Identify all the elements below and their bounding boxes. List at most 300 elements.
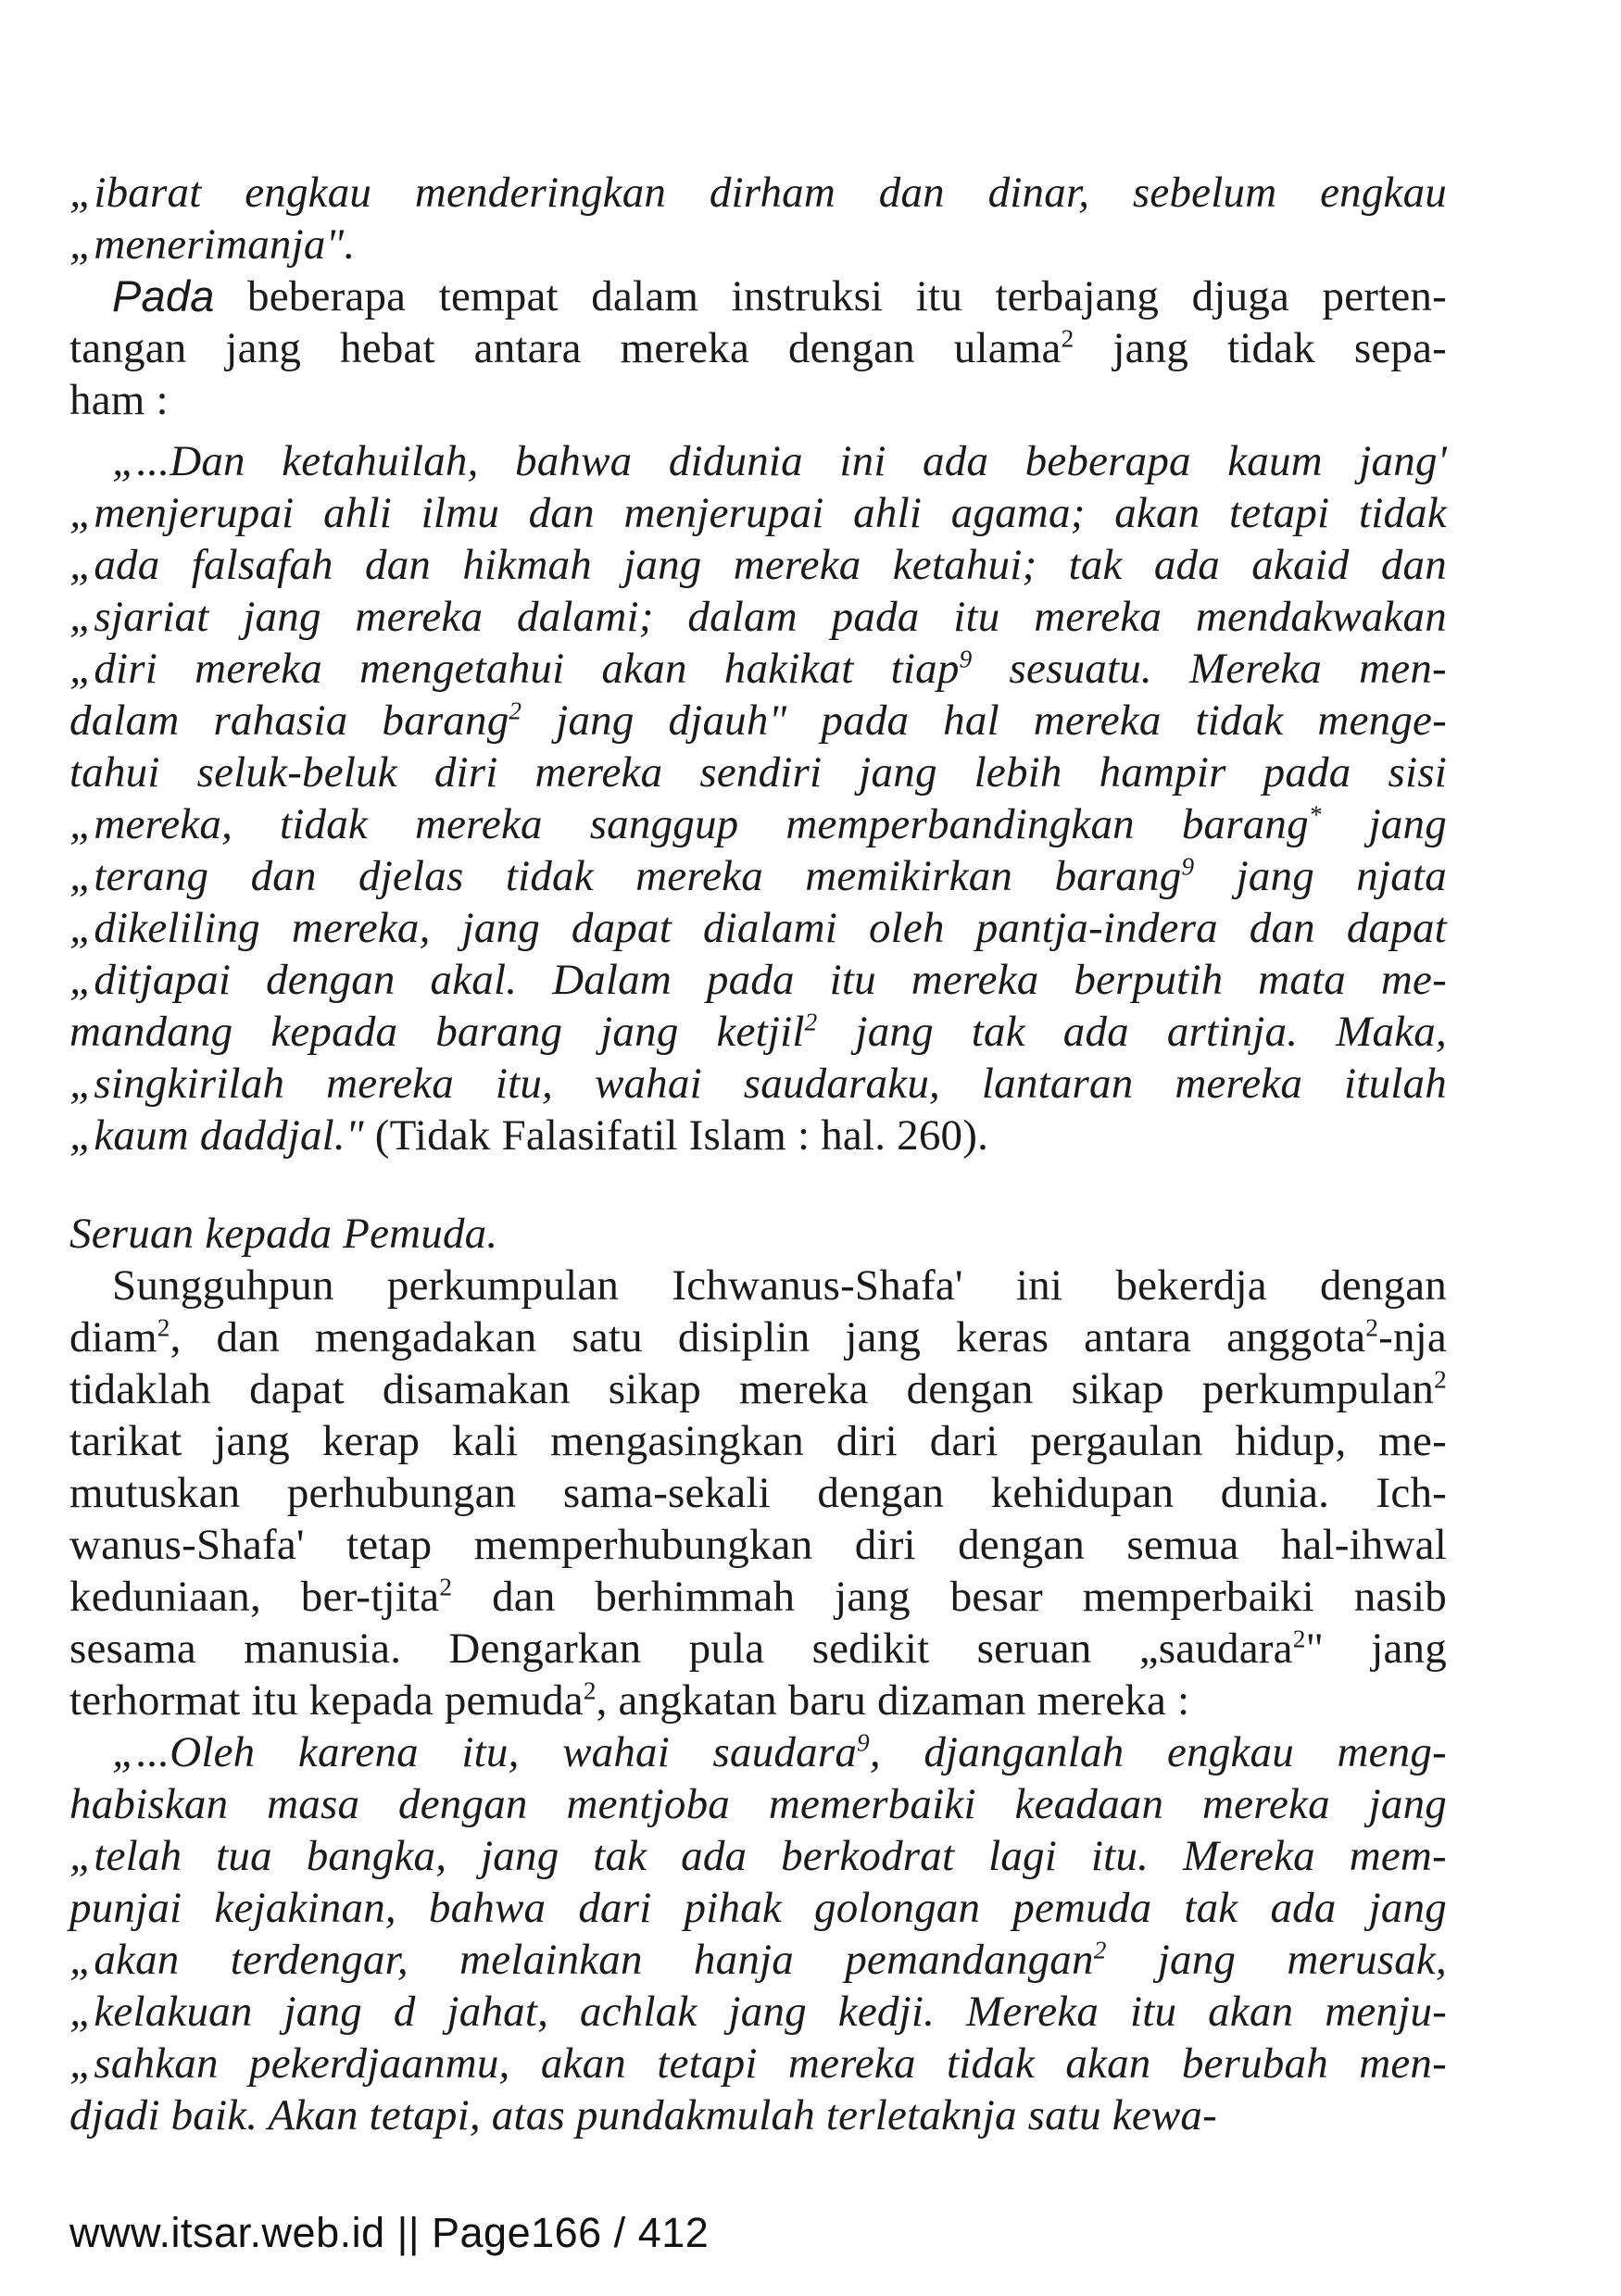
text-line (69, 1675, 1447, 1726)
word: hidup, (1235, 1417, 1347, 1465)
word: berubah (1181, 2039, 1328, 2088)
page-footer-watermark: www.itsar.web.id || Page166 / 412 (69, 2209, 710, 2256)
word: djuga (1191, 272, 1290, 320)
word: memperbandingkan (785, 800, 1135, 848)
word: „...Dan (112, 437, 245, 485)
word: itu, (461, 1728, 520, 1776)
word: Sungguhpun (112, 1261, 334, 1310)
word: dengan (1320, 1261, 1447, 1310)
word: kehidupan (990, 1469, 1175, 1517)
word: habiskan (69, 1780, 229, 1828)
word: akan (1065, 2039, 1151, 2088)
text-line (69, 591, 1447, 643)
word: barang (435, 1008, 563, 1056)
word: didunia (668, 437, 803, 485)
text-line (69, 902, 1447, 954)
word: akan (1114, 489, 1200, 537)
word: jang (623, 541, 702, 589)
word: dengan (817, 1469, 945, 1517)
word: seluk-beluk (196, 748, 397, 797)
word: jang (225, 324, 302, 372)
text-line (69, 1882, 1447, 1934)
text-line (69, 219, 1447, 270)
word: „ibarat (69, 169, 202, 217)
word: menge- (1317, 696, 1447, 745)
word: jang (243, 593, 321, 641)
word: Maka, (1336, 1008, 1447, 1056)
word: disiplin (677, 1313, 810, 1361)
word: manusia. (244, 1625, 402, 1673)
text-line (69, 643, 1447, 695)
word: mereka (1202, 1780, 1330, 1828)
word: jang (1236, 852, 1314, 900)
word: akan (1208, 1988, 1294, 2036)
word: achlak (580, 1988, 697, 2036)
word: dan (1249, 904, 1315, 952)
text-line (69, 270, 1447, 322)
word: pada (821, 696, 910, 745)
word: kepada (270, 1008, 398, 1056)
word: dan (365, 541, 432, 589)
word: memperhubungkan (473, 1521, 813, 1569)
superscript-marker: 2 (157, 1313, 170, 1342)
word: tak (1068, 541, 1123, 589)
text-line (69, 1311, 1447, 1363)
word: hebat (340, 324, 435, 372)
word: mereka (733, 541, 861, 589)
word: d (393, 1988, 416, 2036)
word: ketahuilah, (282, 437, 479, 485)
word: dengan (266, 956, 396, 1004)
word: me- (1380, 956, 1447, 1004)
word: lantaran (981, 1060, 1134, 1108)
superscript-marker: 2 (1434, 1365, 1447, 1394)
text-segment: „kaum daddjal." (69, 1111, 375, 1160)
word: hikmah (462, 541, 592, 589)
word: mereka, (291, 904, 431, 952)
word: sedikit (811, 1625, 930, 1673)
word: tangan (69, 324, 187, 372)
word: menju- (1325, 1988, 1447, 2036)
word: tetapi (1229, 489, 1330, 537)
word: disamakan (382, 1365, 571, 1413)
word: sanggup (589, 800, 739, 848)
superscript-marker: 2 (583, 1676, 597, 1705)
word: ketjil$^2$ (716, 1008, 818, 1056)
word: kaum (1227, 437, 1323, 485)
word: itulah (1344, 1060, 1447, 1108)
word: Pada (112, 271, 215, 320)
word: saudara$^9$, (712, 1728, 881, 1776)
text-line (69, 850, 1447, 902)
word: barang$^9$ (1054, 852, 1195, 900)
word: ada (1270, 1884, 1337, 1932)
word: pada (1263, 748, 1351, 797)
word: instruksi (731, 272, 884, 320)
word: djelas (358, 852, 464, 900)
word: keras (956, 1313, 1049, 1361)
word: tahui (69, 748, 160, 797)
word: diri (854, 1521, 916, 1569)
word: akan (540, 2039, 627, 2088)
word: mereka (739, 1365, 869, 1413)
word: me- (1378, 1417, 1447, 1465)
word: barang* (1181, 800, 1322, 848)
word: jang (214, 1417, 290, 1465)
word: perten- (1322, 272, 1447, 320)
word: mereka (1034, 593, 1162, 641)
word: pada (706, 956, 795, 1004)
word: dan (1380, 541, 1447, 589)
word: mereka (635, 852, 763, 900)
word: diam$^2$, (69, 1313, 182, 1361)
word: diri (434, 748, 498, 797)
word: terdengar, (230, 1936, 408, 1984)
word: falsafah (191, 541, 333, 589)
word: engkau (1167, 1728, 1294, 1776)
word: berkodrat (781, 1832, 955, 1880)
word: dengan (398, 1780, 528, 1828)
word: merusak, (1287, 1936, 1447, 1984)
word: kerap (321, 1417, 421, 1465)
superscript-marker: 2 (1365, 1313, 1379, 1342)
text-line (69, 435, 1447, 487)
superscript-marker: 2 (1061, 324, 1074, 353)
word: ulama$^2$ (953, 324, 1074, 372)
word: kedji. (837, 1988, 936, 2036)
text-segment: „menerimanja". (69, 220, 356, 269)
word: sikap (608, 1365, 701, 1413)
word: tidak (1195, 696, 1284, 745)
text-line (69, 1006, 1447, 1058)
word: karena (297, 1728, 419, 1776)
word: „akan (69, 1936, 180, 1984)
word: dirham (709, 169, 836, 217)
word: mandang (69, 1008, 233, 1056)
word: mereka (195, 645, 322, 693)
word: Mereka (966, 1988, 1100, 2036)
word: mereka (1175, 1060, 1303, 1108)
word: jang (1371, 1625, 1447, 1673)
superscript-marker: 2 (439, 1573, 453, 1601)
word: berputih (1074, 956, 1224, 1004)
word: jang (1368, 1884, 1447, 1932)
superscript-marker: 2 (1292, 1625, 1306, 1653)
word: meng- (1337, 1728, 1447, 1776)
word: itu, (495, 1060, 554, 1108)
word: ini (1015, 1261, 1063, 1310)
paragraph-pertentangan (69, 270, 1447, 426)
word: dunia. (1220, 1469, 1330, 1517)
word: perkumpulan$^2$ (1201, 1365, 1447, 1413)
text-line (69, 1571, 1447, 1623)
word: jang (855, 1008, 934, 1056)
word: tetap (346, 1521, 433, 1569)
text-line (69, 1208, 1447, 1260)
word: mem- (1349, 1832, 1447, 1880)
word: mereka (787, 2039, 916, 2088)
text-line (69, 487, 1447, 539)
word: tidak (280, 800, 368, 848)
word: terbajang (995, 272, 1160, 320)
word: bangka, (306, 1832, 447, 1880)
word: jang (1368, 1780, 1447, 1828)
word: lagi (988, 1832, 1058, 1880)
text-line (69, 374, 1447, 426)
word: mereka (620, 324, 750, 372)
word: jang (859, 748, 937, 797)
word: akaid (1251, 541, 1350, 589)
word: hampir (1099, 748, 1226, 797)
word: sebelum (1132, 169, 1277, 217)
word: menderingkan (414, 169, 667, 217)
word: tidaklah (69, 1365, 211, 1413)
word: pihak (684, 1884, 782, 1932)
word: dapat (1346, 904, 1447, 952)
word: bahwa (515, 437, 633, 485)
word: „menjerupai (69, 489, 295, 537)
word: kejakinan, (214, 1884, 396, 1932)
word: dan (250, 852, 317, 900)
word: diri (836, 1417, 898, 1465)
text-line (69, 695, 1447, 747)
word: njata (1356, 852, 1447, 900)
word: tua (216, 1832, 272, 1880)
word: jang' (1359, 437, 1447, 485)
word: engkau (1320, 169, 1447, 217)
text-line (69, 1467, 1447, 1519)
word: mereka (534, 748, 663, 797)
word: sikap (1071, 1365, 1164, 1413)
word: mereka (414, 800, 543, 848)
word: ada (681, 1832, 748, 1880)
word: memikirkan (805, 852, 1013, 900)
word: tidak (505, 852, 594, 900)
word: sepa- (1353, 324, 1447, 372)
word: wahai (594, 1060, 702, 1108)
word: dalami; (516, 593, 654, 641)
word: dan (492, 1573, 556, 1621)
word: kali (452, 1417, 519, 1465)
word: tetapi (657, 2039, 758, 2088)
word: „singkirilah (69, 1060, 285, 1108)
word: tak (593, 1832, 647, 1880)
word: jang (845, 1313, 922, 1361)
text-line (69, 1778, 1447, 1830)
word: jang (835, 1573, 911, 1621)
word: pantja-indera (975, 904, 1218, 952)
word: oleh (868, 904, 945, 952)
word: perhubungan (286, 1469, 517, 1517)
word: „mereka, (69, 800, 233, 848)
word: semua (1126, 1521, 1239, 1569)
word: „diri (69, 645, 158, 693)
word: antara (473, 324, 582, 372)
text-segment: (Tidak Falasifatil Islam : hal. 260). (374, 1111, 989, 1160)
text-line (69, 2038, 1447, 2089)
word: dan (528, 489, 595, 537)
word: ahli (853, 489, 923, 537)
word: jahat, (446, 1988, 549, 2036)
word: dengan (906, 1365, 1034, 1413)
word: wahai (562, 1728, 671, 1776)
word: tak (1184, 1884, 1238, 1932)
word: jang (1112, 324, 1189, 372)
word: tempat (438, 272, 559, 320)
word: hal-ihwal (1280, 1521, 1447, 1569)
word: jang (600, 1008, 679, 1056)
word: tarikat (69, 1417, 182, 1465)
word: jang (556, 696, 635, 745)
word: saudaraku, (743, 1060, 940, 1108)
word: pekerdjaanmu, (249, 2039, 510, 2088)
word: „ditjapai (69, 956, 232, 1004)
word: tak (971, 1008, 1025, 1056)
word: pemuda (1012, 1884, 1152, 1932)
word: wanus-Shafa' (69, 1521, 305, 1569)
word: djanganlah (924, 1728, 1125, 1776)
word: agama; (950, 489, 1086, 537)
word: dalam (69, 696, 180, 745)
word: hanja (693, 1936, 794, 1984)
word: dalam (687, 593, 798, 641)
text-line (69, 1623, 1447, 1675)
word: Ichwanus-Shafa' (672, 1261, 963, 1310)
word: itu (1129, 1988, 1177, 2036)
superscript-marker: * (1308, 800, 1322, 829)
word: mutuskan (69, 1469, 241, 1517)
superscript-marker: 2 (509, 696, 522, 725)
text-segment: ham : (69, 376, 169, 424)
word: „terang (69, 852, 209, 900)
text-line (69, 1415, 1447, 1467)
superscript-marker: 9 (959, 645, 973, 673)
word: dengan (787, 324, 915, 372)
word: „dikeliling (69, 904, 260, 952)
word: itu (829, 956, 876, 1004)
superscript-marker: 2 (804, 1008, 818, 1036)
word: Ich- (1376, 1469, 1447, 1517)
text-line (69, 1260, 1447, 1311)
word: jang (1368, 800, 1447, 848)
word: ini (839, 437, 886, 485)
word: beberapa (247, 272, 407, 320)
word: anggota$^2$-nja (1226, 1313, 1447, 1361)
word: artinja. (1166, 1008, 1299, 1056)
word: mengadakan (314, 1313, 537, 1361)
word: men- (1359, 2039, 1447, 2088)
word: ilmu (421, 489, 500, 537)
word: Dalam (552, 956, 672, 1004)
word: ahli (323, 489, 392, 537)
word: dialami (702, 904, 837, 952)
word: „...Oleh (112, 1728, 256, 1776)
word: „kelakuan (69, 1988, 253, 2036)
word: itu (915, 272, 963, 320)
word: memerbaiki (768, 1780, 976, 1828)
word: mereka (326, 1060, 454, 1108)
word: keduniaan, (69, 1573, 261, 1621)
text-line (69, 747, 1447, 798)
word: sama-sekali (562, 1469, 771, 1517)
text-line (69, 322, 1447, 374)
text-line (69, 798, 1447, 850)
word: keadaan (1014, 1780, 1164, 1828)
word: „ada (69, 541, 160, 589)
word: punjai (69, 1884, 182, 1932)
text-line (69, 954, 1447, 1006)
word: dapat (571, 904, 672, 952)
word: mendakwakan (1195, 593, 1447, 641)
word: ber-tjita$^2$ (300, 1573, 453, 1621)
word: dari (929, 1417, 999, 1465)
text-line (69, 1986, 1447, 2038)
text-segment: Seruan kepada Pemuda. (69, 1210, 498, 1258)
word: bekerdja (1115, 1261, 1267, 1310)
text-line (69, 1934, 1447, 1986)
quote-oleh-karena-itu (69, 1726, 1447, 2141)
word: mereka (911, 956, 1039, 1004)
word: dalam (591, 272, 699, 320)
word: ketahui; (892, 541, 1037, 589)
word: Dengarkan (448, 1625, 642, 1673)
word: beberapa (1024, 437, 1191, 485)
word: pergaulan (1030, 1417, 1203, 1465)
word: tidak (1358, 489, 1447, 537)
word: perkumpulan (386, 1261, 620, 1310)
word: sendiri (699, 748, 823, 797)
word: barang$^2$ (382, 696, 522, 745)
word: sesama (69, 1625, 196, 1673)
text-line (69, 2089, 1447, 2141)
word: mengasingkan (550, 1417, 804, 1465)
word: mengetahui (359, 645, 565, 693)
word: ada (1153, 541, 1220, 589)
word: mereka (355, 593, 484, 641)
text-line (69, 167, 1447, 219)
word: jang (481, 1832, 559, 1880)
text-segment: terhormat itu kepada pemuda$^2$, angkatan baru dizaman mereka : (69, 1676, 1190, 1725)
text-line (69, 1363, 1447, 1415)
word: sesuatu. (1009, 645, 1152, 693)
word: antara (1084, 1313, 1192, 1361)
text-line (69, 1110, 1447, 1161)
word: bahwa (428, 1884, 547, 1932)
word: tiap$^9$ (890, 645, 973, 693)
word: sisi (1388, 748, 1447, 797)
quote-dan-ketahuilah (69, 435, 1447, 1161)
word: jang (728, 1988, 807, 2036)
word: „telah (69, 1832, 182, 1880)
superscript-marker: 9 (1181, 852, 1195, 881)
word: dan (216, 1313, 280, 1361)
word: itu. (1090, 1832, 1150, 1880)
word: hal (943, 696, 999, 745)
word: mata (1258, 956, 1346, 1004)
word: golongan (814, 1884, 981, 1932)
word: „sjariat (69, 593, 209, 641)
word: besar (949, 1573, 1043, 1621)
text-line (69, 1519, 1447, 1571)
word: dapat (249, 1365, 345, 1413)
word: jang (1157, 1936, 1237, 1984)
word: Mereka (1182, 1832, 1315, 1880)
word: nasib (1353, 1573, 1447, 1621)
word: men- (1359, 645, 1447, 693)
word: mentjoba (566, 1780, 730, 1828)
word: satu (572, 1313, 643, 1361)
word: pula (688, 1625, 765, 1673)
